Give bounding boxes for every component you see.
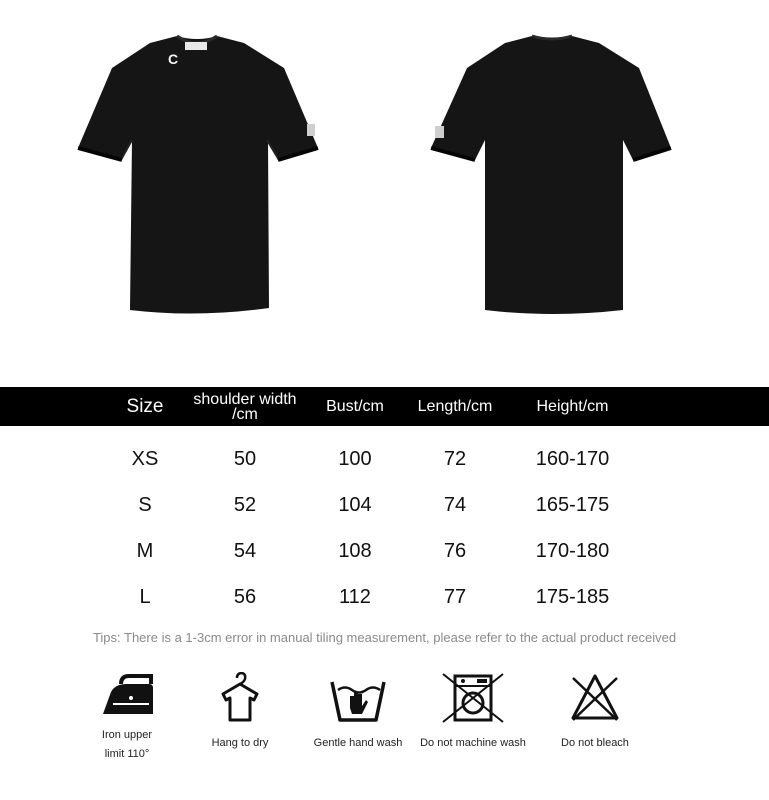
cell-shoulder: 54 <box>233 539 257 562</box>
care-item-hang <box>180 672 300 753</box>
care-label: Do not machine wash <box>420 737 526 749</box>
table-row <box>0 482 769 528</box>
cell-size: XS <box>131 447 159 470</box>
hanger-icon <box>180 672 300 724</box>
header-size: Size <box>126 396 164 417</box>
care-label: Hang to dry <box>211 737 269 749</box>
no-machine-wash-icon <box>413 672 533 724</box>
cell-height: 170-180 <box>535 539 610 562</box>
logo-mark: C <box>168 51 179 67</box>
header-height: Height/cm <box>536 398 609 415</box>
hand-wash-icon <box>298 672 418 724</box>
care-item-iron <box>67 672 187 764</box>
measurement-tips: Tips: There is a 1-3cm error in manual tiling measurement, please refer to the actual product received <box>92 630 677 645</box>
table-row <box>0 528 769 574</box>
cell-shoulder: 52 <box>233 493 257 516</box>
table-row <box>0 574 769 620</box>
size-chart-header <box>0 387 769 426</box>
iron-icon <box>67 672 187 720</box>
cell-bust: 100 <box>338 447 372 470</box>
cell-length: 76 <box>443 539 467 562</box>
care-instructions <box>0 672 769 792</box>
cell-length: 77 <box>443 585 467 608</box>
table-row <box>0 436 769 482</box>
care-label: Do not bleach <box>561 737 629 749</box>
cell-length: 74 <box>443 493 467 516</box>
cell-shoulder: 50 <box>233 447 257 470</box>
care-label-line1: Iron upper <box>101 729 153 741</box>
cell-bust: 104 <box>338 493 372 516</box>
care-item-handwash <box>298 672 418 753</box>
header-shoulder-line1: shoulder width <box>193 390 297 408</box>
product-photos <box>0 0 769 380</box>
header-shoulder-line2: /cm <box>232 405 258 423</box>
cell-height: 160-170 <box>535 447 610 470</box>
cell-height: 175-185 <box>535 585 610 608</box>
cell-length: 72 <box>443 447 467 470</box>
care-item-no-machine <box>413 672 533 753</box>
cell-bust: 112 <box>339 585 371 608</box>
cell-height: 165-175 <box>535 493 610 516</box>
care-label: Gentle hand wash <box>313 737 403 749</box>
care-label-line2: limit 110° <box>104 748 150 760</box>
cell-size: M <box>136 539 154 562</box>
size-chart <box>0 387 769 620</box>
no-bleach-icon <box>535 672 655 724</box>
header-bust: Bust/cm <box>326 398 384 415</box>
header-length: Length/cm <box>417 398 493 415</box>
cell-size: L <box>139 585 151 608</box>
cell-size: S <box>138 493 152 516</box>
tshirt-front-image <box>72 28 322 328</box>
cell-bust: 108 <box>338 539 372 562</box>
care-item-no-bleach <box>535 672 655 753</box>
cell-shoulder: 56 <box>233 585 257 608</box>
header-shoulder <box>180 387 310 426</box>
tshirt-back-image <box>427 28 677 328</box>
